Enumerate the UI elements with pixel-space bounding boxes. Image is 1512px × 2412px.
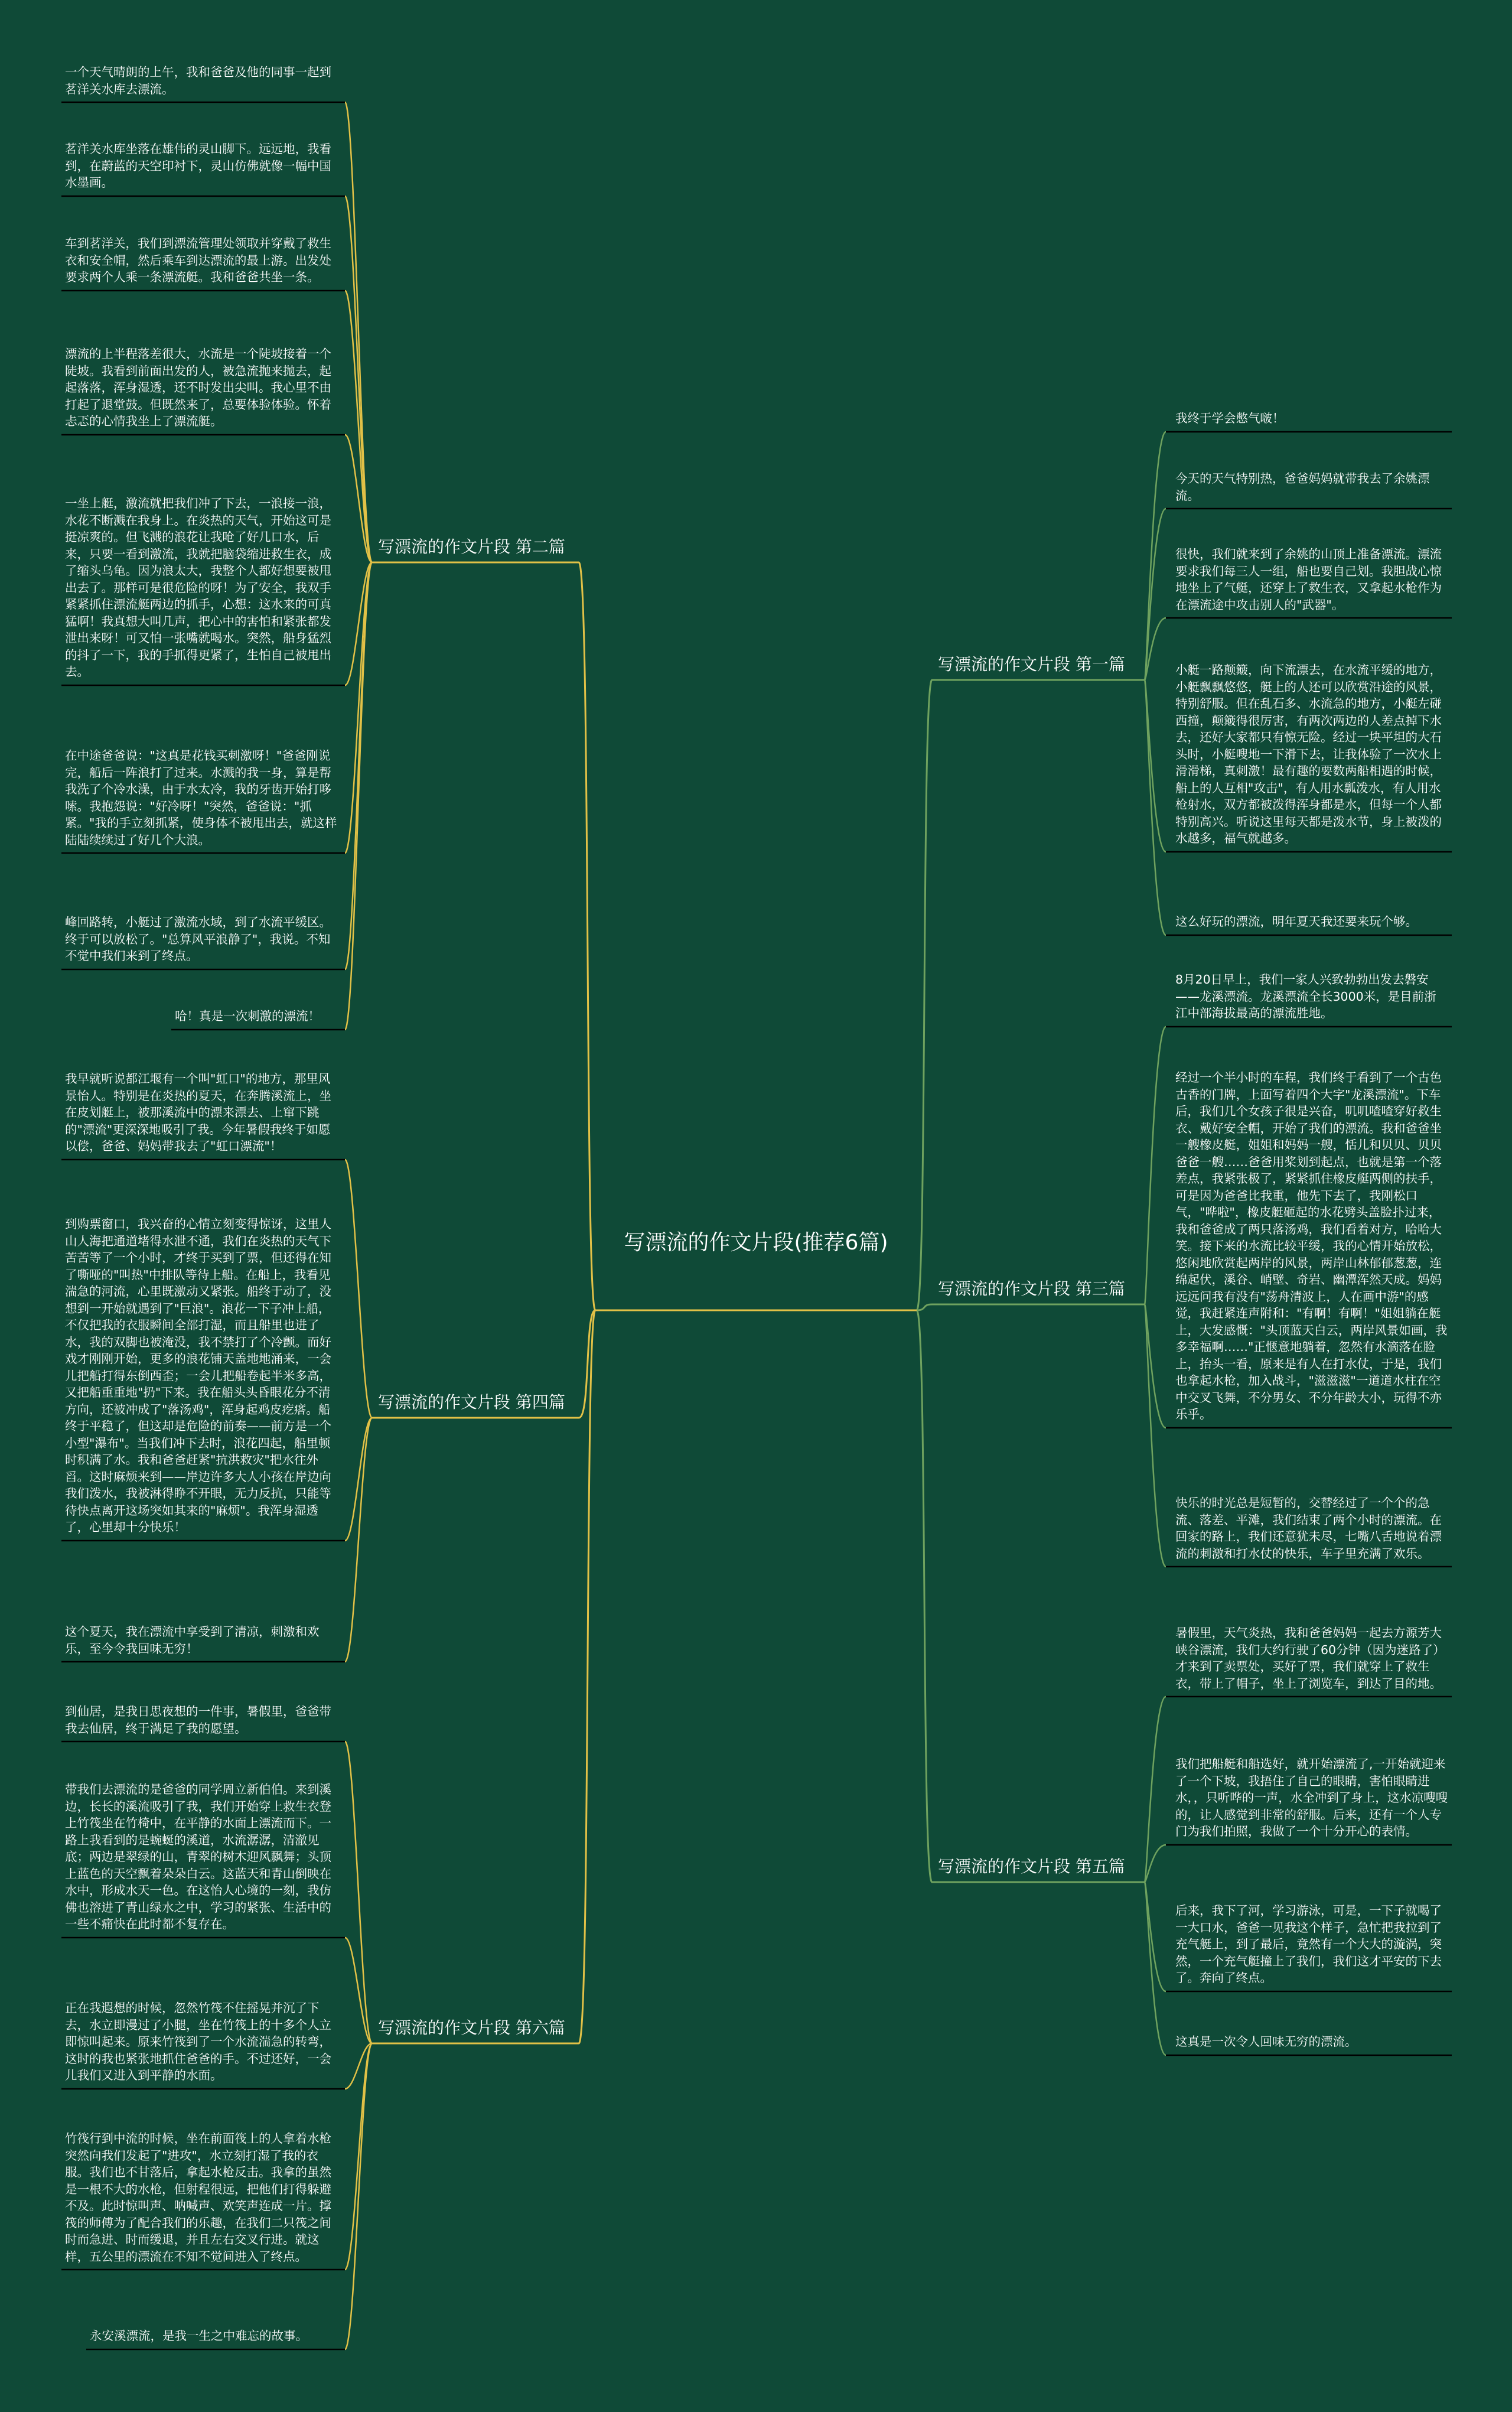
branch-p2[interactable]: 写漂流的作文片段 第二篇 xyxy=(378,537,565,556)
p2-text-8: 哈！真是一次刺激的漂流！ xyxy=(175,1009,320,1023)
p5-text-4: 这真是一次令人回味无穷的漂流。 xyxy=(1175,2035,1357,2049)
p1-text-5: 这么好玩的漂流，明年夏天我还要来玩个够。 xyxy=(1175,914,1418,929)
branch-p3[interactable]: 写漂流的作文片段 第三篇 xyxy=(938,1279,1125,1298)
branch-p4[interactable]: 写漂流的作文片段 第四篇 xyxy=(378,1392,565,1412)
p2-text-7: 峰回路转，小艇过了激流水域，到了水流平缓区。终于可以放松了。"总算风平浪静了"，我说。不知不觉中我们来到了终点。 xyxy=(65,915,331,963)
p6-text-5: 永安溪漂流，是我一生之中难忘的故事。 xyxy=(90,2329,308,2343)
p5-text-3: 后来，我下了河，学习游泳，可是，一下子就喝了一大口水，爸爸一见我这个样子，急忙把我拉到了充气艇上，到了最后，竟然有一个大大的漩涡，突然，一个充气艇撞上了我们，我们这才平安的下去了。奔向了终点。 xyxy=(1175,1903,1442,1985)
p1-text-1: 我终于学会憋气啵！ xyxy=(1175,411,1285,425)
p2-text-1: 一个天气晴朗的上午，我和爸爸及他的同事一起到茗洋关水库去漂流。 xyxy=(65,65,331,96)
branch-p1[interactable]: 写漂流的作文片段 第一篇 xyxy=(938,655,1125,674)
p6-text-1: 到仙居，是我日思夜想的一件事，暑假里，爸爸带我去仙居，终于满足了我的愿望。 xyxy=(65,1704,331,1736)
branch-p5[interactable]: 写漂流的作文片段 第五篇 xyxy=(938,1857,1125,1876)
p3-text-1: 8月20日早上，我们一家人兴致勃勃出发去磐安——龙溪漂流。龙溪漂流全长3000米，是目前浙江中部海拔最高的漂流胜地。 xyxy=(1175,972,1436,1020)
p5-text-1: 暑假里，天气炎热，我和爸爸妈妈一起去方源芳大峡谷漂流，我们大约行驶了60分钟（因为迷路了）才来到了卖票处，买好了票，我们就穿上了救生衣，带上了帽子，坐上了浏览车，到达了目的地。 xyxy=(1175,1626,1445,1691)
p4-text-3: 这个夏天，我在漂流中享受到了清凉，刺激和欢乐，至今令我回味无穷！ xyxy=(65,1625,320,1656)
p1-text-2: 今天的天气特别热，爸爸妈妈就带我去了余姚漂流。 xyxy=(1175,471,1430,503)
p4-text-2: 到购票窗口，我兴奋的心情立刻变得惊讶，这里人山人海把通道堵得水泄不通，我们在炎热的天气下苦苦等了一个小时，才终于买到了票，但还得在知了嘶哑的"叫热"中排队等待上船。在船上，我看见湍急的河流，心里既激动又紧张。船终于动了，没想到一开始就遇到了"巨浪"。浪花一下子冲上船，不仅把我的衣服瞬间全部打湿，而且船里也进了水，我的双脚也被淹没，我不禁打了个冷颤。而好戏才刚刚开始，更多的浪花铺天盖地地涌来，一会儿把船打得东倒西歪；一会儿把船卷起半米多高，又把船重重地"扔"下来。我在船头头昏眼花分不清方向，还被冲成了"落汤鸡"，浑身起鸡皮疙瘩。船终于平稳了，但这却是危险的前奏——前方是一个小型"瀑布"。当我们冲下去时，浪花四起，船里顿时积满了水。我和爸爸赶紧"抗洪救灾"把水往外舀。这时麻烦来到——岸边许多大人小孩在岸边向我们泼水，我被淋得睁不开眼，无力反抗，只能等待快点离开这场突如其来的"麻烦"。我浑身湿透了，心里却十分快乐！ xyxy=(65,1217,331,1534)
p6-text-4: 竹筏行到中流的时候，坐在前面筏上的人拿着水枪突然向我们发起了"进攻"，水立刻打湿了我的衣服。我们也不甘落后，拿起水枪反击。我拿的虽然是一根不大的水枪，但射程很远，把他们打得躲避不及。此时惊叫声、呐喊声、欢笑声连成一片。撑筏的师傅为了配合我们的乐趣，在我们二只筏之间时而急进、时而缓退，并且左右交叉行进。就这样，五公里的漂流在不知不觉间进入了终点。 xyxy=(65,2131,331,2264)
p1-text-4: 小艇一路颠簸，向下流漂去，在水流平缓的地方，小艇飘飘悠悠，艇上的人还可以欣赏沿途的风景，特别舒服。但在乱石多、水流急的地方，小艇左碰西撞，颠簸得很厉害，有两次两边的人差点掉下水去，还好大家都只有惊无险。经过一块平坦的大石头时，小艇嗖地一下滑下去，让我体验了一次水上滑滑梯，真刺激！最有趣的要数两船相遇的时候，船上的人互相"攻击"，有人用水瓢泼水，有人用水枪射水，双方都被泼得浑身都是水，但每一个人都特别高兴。听说这里每天都是泼水节，身上被泼的水越多，福气就越多。 xyxy=(1175,663,1442,845)
p6-text-3: 正在我遐想的时候，忽然竹筏不住摇晃并沉了下去，水立即漫过了小腿，坐在竹筏上的十多个人立即惊叫起来。原来竹筏到了一个水流湍急的转弯，这时的我也紧张地抓住爸爸的手。不过还好，一会儿我们又进入到平静的水面。 xyxy=(65,2001,331,2082)
p1-text-3: 很快，我们就来到了余姚的山顶上准备漂流。漂流要求我们每三人一组，船也要自己划。我胆战心惊地坐上了气艇，还穿上了救生衣，又拿起水枪作为在漂流途中攻击别人的"武器"。 xyxy=(1175,547,1442,612)
p2-text-5: 一坐上艇，激流就把我们冲了下去，一浪接一浪，水花不断溅在我身上。在炎热的天气，开始这可是挺凉爽的。但飞溅的浪花让我呛了好几口水，后来，只要一看到激流，我就把脑袋缩进救生衣，成了缩头乌龟。因为浪太大，我整个人都好想要被甩出去了。那样可是很危险的呀！为了安全，我双手紧紧抓住漂流艇两边的抓手，心想：这水来的可真猛啊！我真想大叫几声，把心中的害怕和紧张都发泄出来呀！可又怕一张嘴就喝水。突然，船身猛烈的抖了一下，我的手抓得更紧了，生怕自己被甩出去。 xyxy=(65,496,331,679)
p2-text-3: 车到茗洋关，我们到漂流管理处领取并穿戴了救生衣和安全帽，然后乘车到达漂流的最上游。出发处要求两个人乘一条漂流艇。我和爸爸共坐一条。 xyxy=(65,236,331,284)
root-title: 写漂流的作文片段(推荐6篇) xyxy=(624,1231,888,1255)
p3-text-3: 快乐的时光总是短暂的，交替经过了一个个的急流、落差、平滩，我们结束了两个小时的漂流。在回家的路上，我们还意犹未尽，七嘴八舌地说着漂流的刺激和打水仗的快乐，车子里充满了欢乐。 xyxy=(1175,1496,1442,1561)
p6-text-2: 带我们去漂流的是爸爸的同学周立新伯伯。来到溪边，长长的溪流吸引了我，我们开始穿上救生衣登上竹筏坐在竹椅中，在平静的水面上漂流而下。一路上我看到的是蜿蜒的溪道，水流潺潺，清澈见底；两边是翠绿的山，青翠的树木迎风飘舞；头顶上蓝色的天空飘着朵朵白云。这蓝天和青山倒映在水中，形成水天一色。在这怡人心境的一刻，我仿佛也溶进了青山绿水之中，学习的紧张、生活中的一些不痛快在此时都不复存在。 xyxy=(65,1782,331,1931)
p2-text-6: 在中途爸爸说："这真是花钱买刺激呀！"爸爸刚说完，船后一阵浪打了过来。水溅的我一身，算是帮我洗了个冷水澡，由于水太冷，我的牙齿开始打哆嗦。我抱怨说："好冷呀！"突然，爸爸说："抓紧。"我的手立刻抓紧，使身体不被甩出去，就这样陆陆续续过了好几个大浪。 xyxy=(65,748,337,847)
p2-text-2: 茗洋关水库坐落在雄伟的灵山脚下。远远地，我看到，在蔚蓝的天空印衬下，灵山仿佛就像一幅中国水墨画。 xyxy=(65,142,331,190)
p4-text-1: 我早就听说都江堰有一个叫"虹口"的地方，那里风景怡人。特别是在炎热的夏天，在奔腾溪流上，坐在皮划艇上，被那溪流中的漂来漂去、上窜下跳的"漂流"更深深地吸引了我。今年暑假我终于如愿以偿，爸爸、妈妈带我去了"虹口漂流"！ xyxy=(65,1072,331,1153)
p3-text-2: 经过一个半小时的车程，我们终于看到了一个古色古香的门牌，上面写着四个大字"龙溪漂流"。下车后，我们几个女孩子很是兴奋，叽叽喳喳穿好救生衣、戴好安全帽，开始了我们的漂流。我和爸爸坐一艘橡皮艇，姐姐和妈妈一艘，恬儿和贝贝、贝贝爸爸一艘……爸爸用桨划到起点，也就是第一个落差点，我紧张极了，紧紧抓住橡皮艇两侧的扶手，可是因为爸爸比我重，他先下去了，我刚松口气，"哗啦"，橡皮艇砸起的水花劈头盖脸扑过来，我和爸爸成了两只落汤鸡，我们看着对方，哈哈大笑。接下来的水流比较平缓，我的心情开始放松，悠闲地欣赏起两岸的风景，两岸山林郁郁葱葱，连绵起伏，溪谷、峭壁、奇岩、幽潭浑然天成。妈妈远远问我有没有"荡舟清波上，人在画中游"的感觉，我赶紧连声附和："有啊！有啊！"姐姐躺在艇上，大发感慨："头顶蓝天白云，两岸风景如画，我多幸福啊……"正惬意地躺着，忽然有水滴落在脸上，抬头一看，原来是有人在打水仗，于是，我们也拿起水枪，加入战斗，"滋滋滋"一道道水柱在空中交叉飞舞，不分男女、不分年龄大小，玩得不亦乐乎。 xyxy=(1175,1070,1448,1421)
p2-text-4: 漂流的上半程落差很大，水流是一个陡坡接着一个陡坡。我看到前面出发的人，被急流抛来抛去，起起落落，浑身湿透，还不时发出尖叫。我心里不由打起了退堂鼓。但既然来了，总要体验体验。怀着忐忑的心情我坐上了漂流艇。 xyxy=(65,347,331,428)
p5-text-2: 我们把船艇和船选好，就开始漂流了,一开始就迎来了一个下坡，我捂住了自己的眼睛，害怕眼睛进水，，只听哗的一声，水全冲到了身上，这水凉嗖嗖的，让人感觉到非常的舒服。后来，还有一个人专门为我们拍照，我做了一个十分开心的表情。 xyxy=(1175,1757,1448,1838)
branch-p6[interactable]: 写漂流的作文片段 第六篇 xyxy=(378,2018,565,2037)
